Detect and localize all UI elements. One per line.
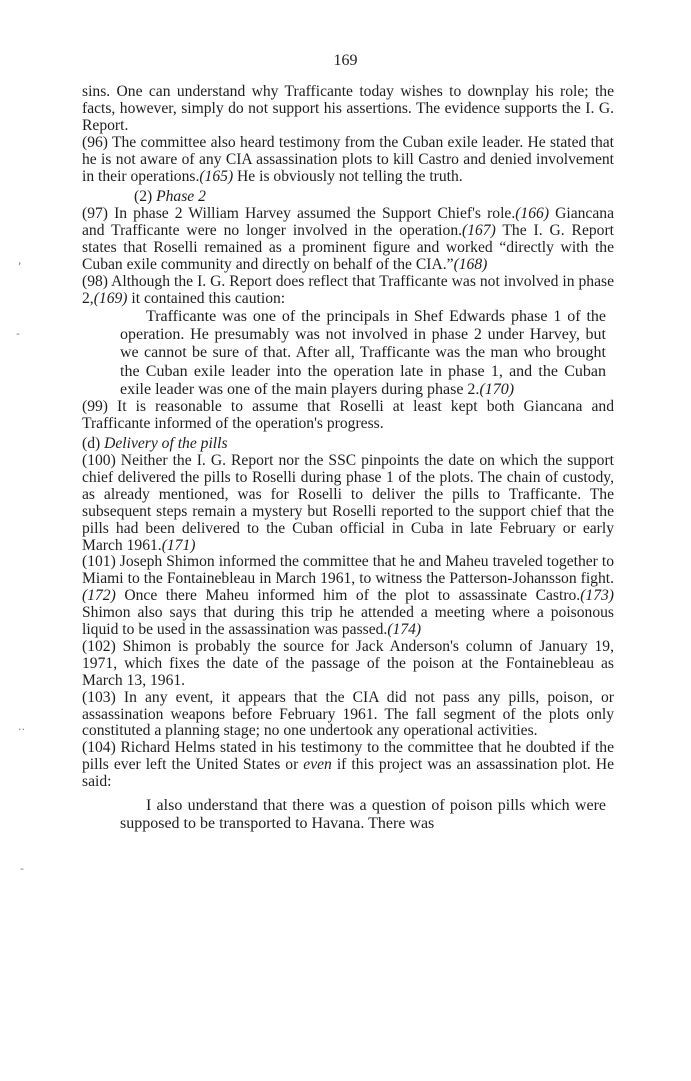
paragraph-continuation: sins. One can understand why Trafficante today wishes to downplay his role; the facts, however, simply do not support his assertions. The evidence supports the I. G. Report.	[82, 83, 614, 134]
page-number: 169	[333, 52, 358, 69]
footnote-ref: (171)	[161, 536, 196, 554]
block-quote-ig-report: Trafficante was one of the principals in Shef Edwards phase 1 of the operation. He presumably was not involved in phase 2 under Harvey, but we cannot be sure of that. After all, Trafficante was the man who brought the Cuban exile leader into the operation late in phase 1, and the Cuban exile leader was one of the main players during phase 2.(170)	[120, 307, 606, 398]
footnote-ref: (173)	[580, 587, 614, 605]
footnote-ref: (170)	[479, 380, 515, 398]
footnote-ref: (167)	[462, 222, 496, 240]
footnote-ref: (172)	[82, 587, 116, 605]
footnote-ref: (168)	[453, 256, 488, 274]
margin-mark: -	[16, 327, 20, 340]
paragraph-101: (101) Joseph Shimon informed the committee that he and Maheu traveled together to Miami to the Fontainebleau in March 1961, to witness the Patterson-Johansson fight.(172) Once there Maheu informed him of the plot to assassinate Castro.(173) Shimon also says that during this trip he attended a meeting where a poisonous liquid to be used in the assassination was passed.(174)	[82, 553, 614, 639]
paragraph-99: (99) It is reasonable to assume that Roselli at least kept both Giancana and Trafficante informed of the operation's progress.	[82, 398, 614, 433]
block-quote-helms: I also understand that there was a question of poison pills which were supposed to be transported to Havana. There was	[120, 797, 606, 833]
footnote-ref: (165)	[199, 167, 234, 185]
paragraph-98: (98) Although the I. G. Report does reflect that Trafficante was not involved in phase 2,(169) it contained this caution:	[82, 272, 614, 307]
body-text	[82, 84, 614, 834]
section-heading-phase-2: (2) Phase 2	[134, 188, 206, 206]
paragraph-96: (96) The committee also heard testimony from the Cuban exile leader. He stated that he is not aware of any CIA assassination plots to kill Castro and denied involvement in their operations.(165) He is obviously not telling the truth.	[82, 133, 614, 185]
paragraph-102: (102) Shimon is probably the source for Jack Anderson's column of January 19, 1971, which fixes the date of the passage of the poison at the Fontainebleau as March 13, 1961.	[82, 637, 614, 689]
footnote-ref: (174)	[387, 621, 422, 639]
footnote-ref: (166)	[515, 205, 550, 223]
paragraph-103: (103) In any event, it appears that the CIA did not pass any pills, poison, or assassination weapons before February 1961. The fall segment of the plots only constituted a planning stage; no one undertook any operational activities.	[82, 688, 614, 740]
section-heading-delivery-of-pills: (d) Delivery of the pills	[82, 435, 228, 453]
margin-mark: ,	[18, 254, 22, 267]
paragraph-104: (104) Richard Helms stated in his testimony to the committee that he doubted if the pills ever left the United States or even if this project was an assassination plot. He said:	[82, 739, 614, 791]
paragraph-97: (97) In phase 2 William Harvey assumed the Support Chief's role.(166) Giancana and Trafficante were no longer involved in the operation.(167) The I. G. Report states that Roselli remained as a prominent figure and worked “directly with the Cuban exile community and directly on behalf of the CIA.”(168)	[82, 205, 614, 274]
footnote-ref: (169)	[93, 289, 128, 307]
margin-mark: -	[20, 862, 24, 875]
paragraph-100: (100) Neither the I. G. Report nor the SSC pinpoints the date on which the support chief delivered the pills to Roselli during phase 1 of the plots. The chain of custody, as already mentioned, was for Roselli to deliver the pills to Trafficante. The subsequent steps remain a mystery but Roselli reported to the support chief that the pills had been delivered to the Cuban official in Cuba in late February or early March 1961.(171)	[82, 451, 614, 554]
margin-mark: ..	[18, 720, 25, 733]
